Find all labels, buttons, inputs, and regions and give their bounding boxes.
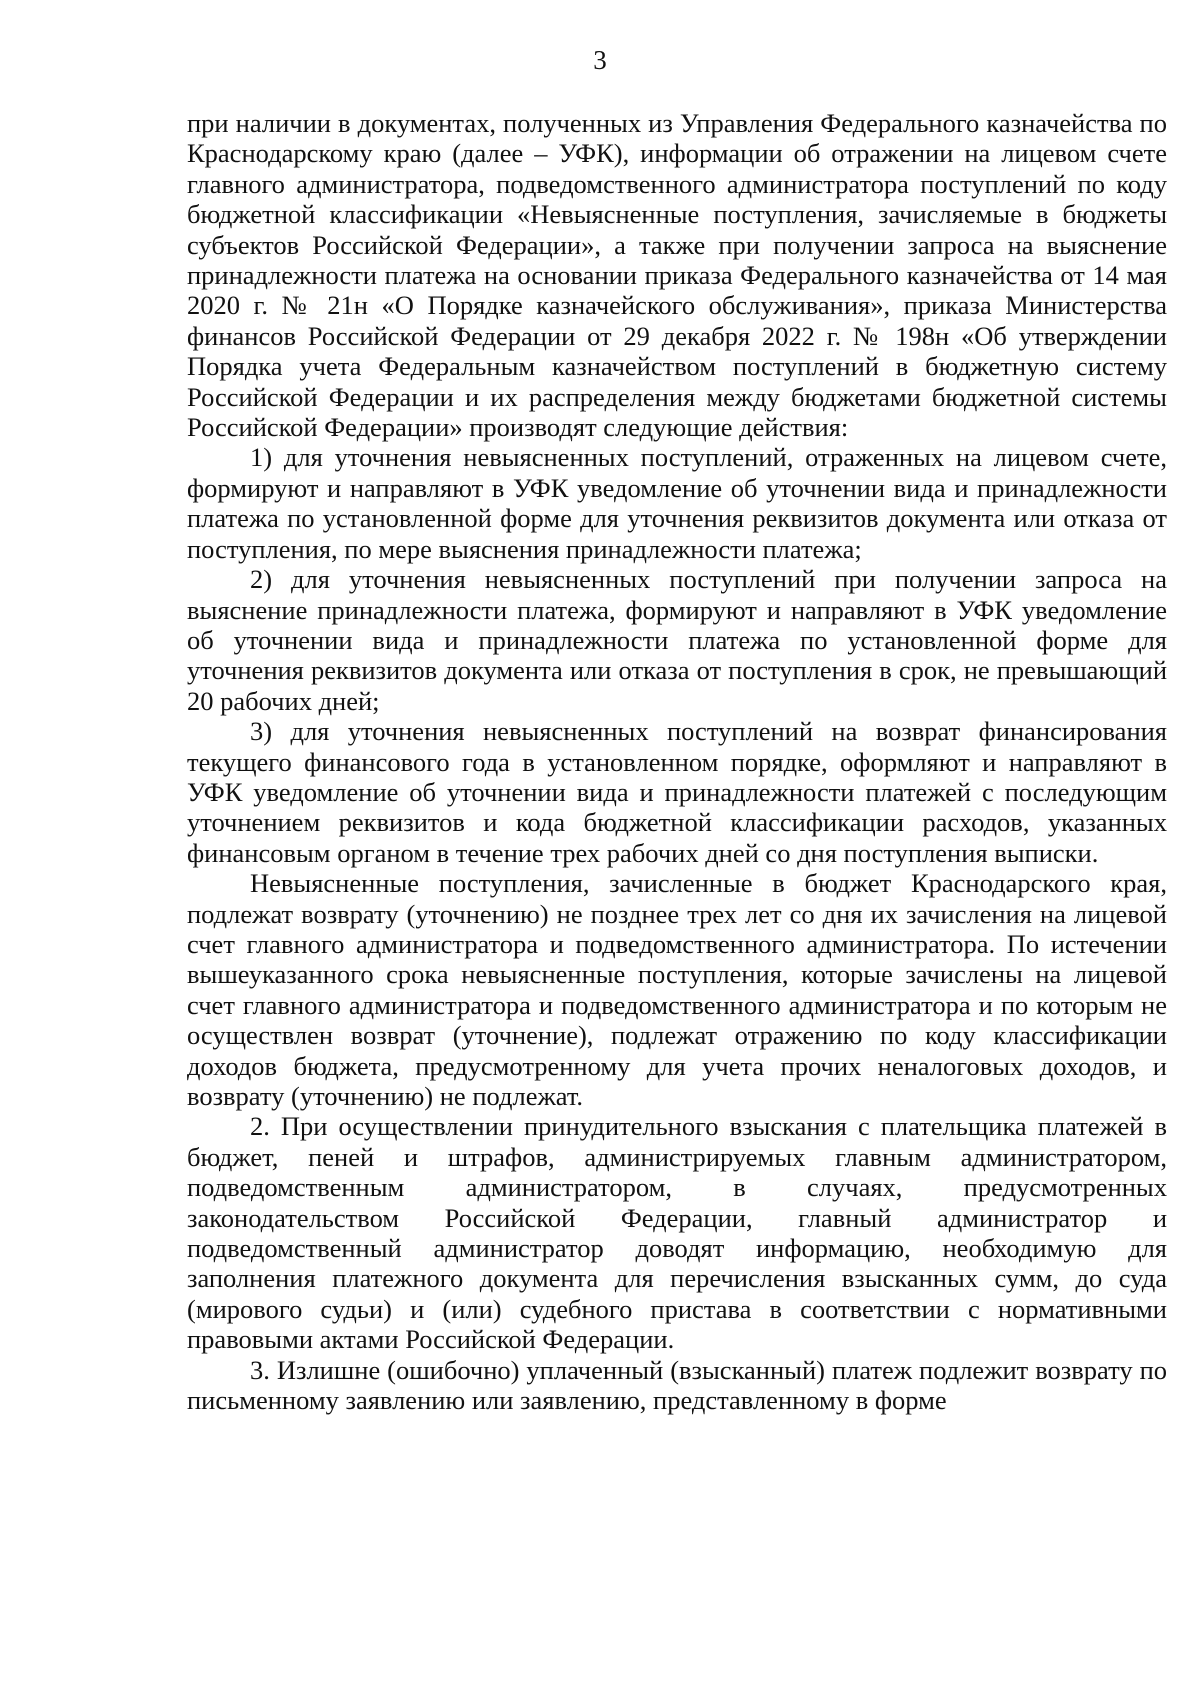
paragraph-continuation: при наличии в документах, полученных из Управления Федерального казначейства по Краснодарскому краю (далее – УФК), информации об отражении на лицевом счете главного администратора, подведомственного администратора поступлений по коду бюджетной классификации «Невыясненные поступления, зачисляемые в бюджеты субъектов Российской Федерации», а также при получении запроса на выяснение принадлежности платежа на основании приказа Федерального казначейства от 14 мая 2020 г. № 21н «О Порядке казначейского обслуживания», приказа Министерства финансов Российской Федерации от 29 декабря 2022 г. № 198н «Об утверждении Порядка учета Федеральным казначейством поступлений в бюджетную систему Российской Федерации и их распределения между бюджетами бюджетной системы Российской Федерации» производят следующие действия: [187, 108, 1167, 443]
paragraph-section-3: 3. Излишне (ошибочно) уплаченный (взысканный) платеж подлежит возврату по письменному заявлению или заявлению, представленному в форме [187, 1354, 1167, 1416]
page-number: 3 [593, 45, 607, 75]
document-body [187, 108, 1167, 1415]
paragraph-unidentified-receipts: Невыясненные поступления, зачисленные в бюджет Краснодарского края, подлежат возврату (уточнению) не позднее трех лет со дня их зачисления на лицевой счет главного администратора и подведомственного администратора. По истечении вышеуказанного срока невыясненные поступления, которые зачислены на лицевой счет главного администратора и подведомственного администратора и по которым не осуществлен возврат (уточнение), подлежат отражению по коду классификации доходов бюджета, предусмотренному для учета прочих неналоговых доходов, и возврату (уточнению) не подлежат. [187, 868, 1167, 1111]
paragraph-item-1: 1) для уточнения невыясненных поступлений, отраженных на лицевом счете, формируют и направляют в УФК уведомление об уточнении вида и принадлежности платежа по установленной форме для уточнения реквизитов документа или отказа от поступления, по мере выяснения принадлежности платежа; [187, 442, 1167, 564]
paragraph-item-3: 3) для уточнения невыясненных поступлений на возврат финансирования текущего финансового года в установленном порядке, оформляют и направляют в УФК уведомление об уточнении вида и принадлежности платежей с последующим уточнением реквизитов и кода бюджетной классификации расходов, указанных финансовым органом в течение трех рабочих дней со дня поступления выписки. [187, 716, 1167, 868]
paragraph-item-2: 2) для уточнения невыясненных поступлений при получении запроса на выяснение принадлежности платежа, формируют и направляют в УФК уведомление об уточнении вида и принадлежности платежа по установленной форме для уточнения реквизитов документа или отказа от поступления в срок, не превышающий 20 рабочих дней; [187, 564, 1167, 716]
paragraph-section-2: 2. При осуществлении принудительного взыскания с плательщика платежей в бюджет, пеней и штрафов, администрируемых главным администратором, подведомственным администратором, в случаях, предусмотренных законодательством Российской Федерации, главный администратор и подведомственный администратор доводят информацию, необходимую для заполнения платежного документа для перечисления взысканных сумм, до суда (мирового судьи) и (или) судебного пристава в соответствии с нормативными правовыми актами Российской Федерации. [187, 1111, 1167, 1355]
